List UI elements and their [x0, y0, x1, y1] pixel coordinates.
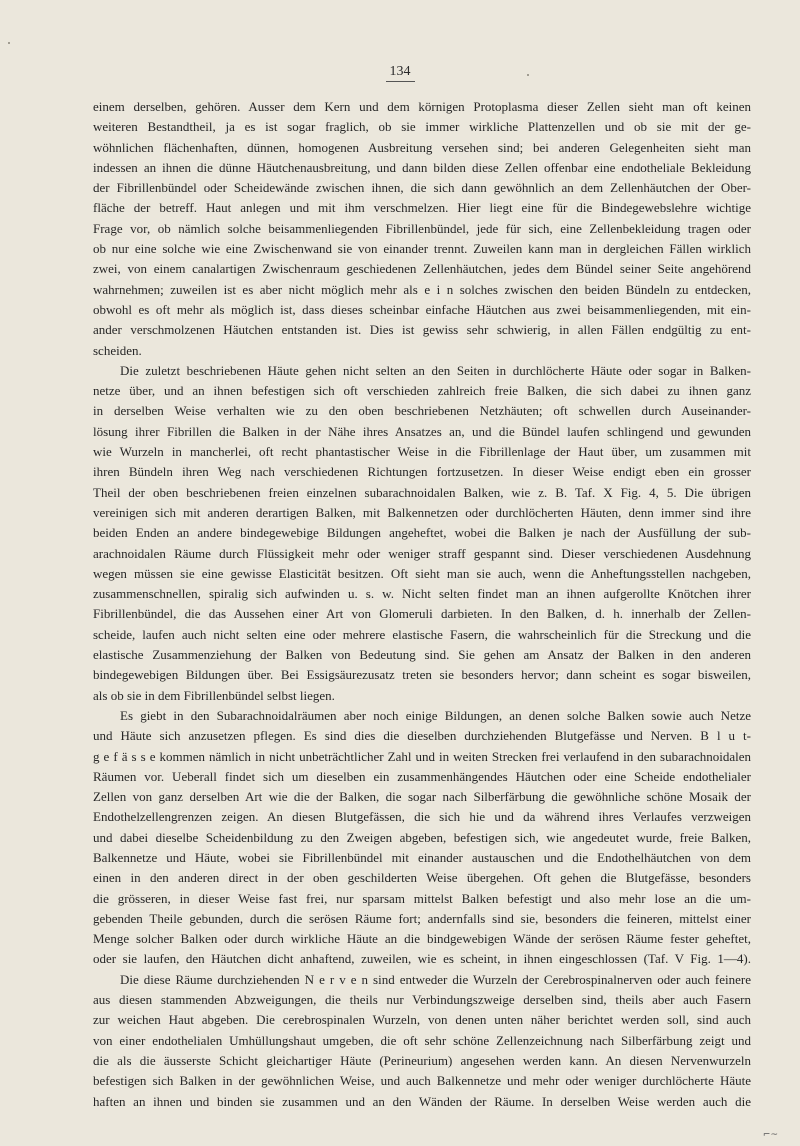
text-line: befestigen sich Balken in der gewöhnlichen Weise, und auch Balkennetze und mehr oder weniger durchlöcherte Häute	[93, 1073, 751, 1089]
text-line: obwohl es oft mehr als möglich ist, dass dieses scheinbar einfache Häutchen aus zwei beisammenliegenden, mit ein-	[93, 301, 751, 317]
text-line: von einer endothelialen Umhüllungshaut umgeben, die oft sehr schöne Zellenzeichnung nach Silberfärbung zeigt und	[93, 1032, 751, 1048]
text-line: weiteren Bestandtheil, ja es ist sogar fraglich, ob sie immer wirkliche Plattenzellen und ob sie mit der ge-	[93, 119, 751, 135]
text-line: zur weichen Haut abgeben. Die cerebrospinalen Wurzeln, von denen unten näher berichtet werden soll, sind auch	[93, 1012, 751, 1028]
text-line: und dabei dieselbe Scheidenbildung zu den Zweigen abgeben, befestigen sich, wie angedeutet wurde, freie Balken,	[93, 829, 751, 845]
text-line: Endothelzellengrenzen zeigen. An diesen Blutgefässen, die sich hie und da während ihres Verlaufes verzweigen	[93, 809, 751, 825]
text-line: wahrnehmen; zuweilen ist es aber nicht möglich mehr als e i n solches zwischen den beiden Bündeln zu entdecken,	[93, 281, 751, 297]
text-line: gebenden Theile gebunden, durch die serösen Räume fort; andernfalls sind sie, besonders die feineren, mittelst einer	[93, 910, 751, 926]
text-line: lösung ihrer Fibrillen die Balken in der Nähe ihres Ansatzes an, und die Bündel laufen schlingend und gewunden	[93, 423, 751, 439]
text-line: ander verschmolzenen Häutchen entstanden ist. Dies ist gewiss sehr schwierig, in allen Fällen endgültig zu ent-	[93, 322, 751, 338]
text-line: Die diese Räume durchziehenden N e r v e n sind entweder die Wurzeln der Cerebrospinalnerven oder auch feinere	[120, 971, 751, 987]
scan-mark: ⌐~	[762, 1130, 778, 1140]
text-line: die grösseren, in dieser Weise fast frei, nur sparsam mittelst Balken befestigt und also mehr lose an die um-	[93, 890, 751, 906]
text-line: wie Wurzeln in mancherlei, oft recht phantastischer Weise in die Fibrillenlage der Haut über, um zusammen mit	[93, 444, 751, 460]
text-line: wegen müssen sie eine gewisse Elasticität besitzen. Oft sieht man sie auch, wenn die Anheftungsstellen nachgeben,	[93, 565, 751, 581]
text-line: oder sie laufen, den Häutchen dicht anhaftend, zuweilen, wie es scheint, in ihnen eingeschlossen (Taf. V Fig. 1—4).	[93, 951, 751, 967]
paper-speck	[8, 42, 10, 44]
text-line: ob nur eine solche wie eine Zwischenwand sie von einander trennt. Zuweilen kann man in dergleichen Fällen wirklich	[93, 241, 751, 257]
text-line: einen in den anderen direct in der oben geschilderten Weise übergehen. Oft gehen die Blutgefässe, besonders	[93, 870, 751, 886]
text-line: beiden Enden an andere bindegewebige Bildungen angeheftet, wobei die Balken je nach der Ausfüllung der sub-	[93, 525, 751, 541]
paper-speck	[527, 74, 529, 76]
text-line: fläche der betreff. Haut anlegen und mit ihm verschmelzen. Hier liegt eine für die Bindegewebslehre wichtige	[93, 200, 751, 216]
page-number-text: 134	[386, 64, 415, 82]
text-line: vereinigen sich mit anderen derartigen Balken, mit Balkennetzen oder durchlöcherten Häuten, denn immer sind ihre	[93, 504, 751, 520]
text-line: die als die äusserste Schicht gleichartiger Häute (Perineurium) angesehen werden kann. An diesen Nervenwurzeln	[93, 1052, 751, 1068]
text-line: Theil der oben beschriebenen freien einzelnen subarachnoidalen Balken, wie z. B. Taf. X Fig. 4, 5. Die übrigen	[93, 484, 751, 500]
text-line: bindegewebigen Bildungen über. Bei Essigsäurezusatz treten sie besonders hervor; dann scheint es sogar bisweilen,	[93, 667, 751, 683]
text-line: Die zuletzt beschriebenen Häute gehen nicht selten an den Seiten in durchlöcherte Häute oder sogar in Balken-	[120, 362, 751, 378]
text-line: Zellen von ganz derselben Art wie die der Balken, die sogar nach Silberfärbung die gewöhnliche schöne Mosaik der	[93, 789, 751, 805]
body-text	[93, 97, 751, 1112]
text-line: elastische Zusammenziehung der Balken von Bedeutung sind. Sie gehen am Ansatz der Balken in den anderen	[93, 647, 751, 663]
text-line: arachnoidalen Räume durch Flüssigkeit mehr oder weniger straff gespannt sind. Dieser verschiedenen Ausdehnung	[93, 545, 751, 561]
text-line: Räumen vor. Ueberall findet sich um dieselben ein zusammenhängendes Häutchen oder eine Scheide endothelialer	[93, 768, 751, 784]
text-line: zwei, von einem canalartigen Zwischenraum geschiedenen Zellenhäutchen, jedes dem Bündel seiner Seite angehörend	[93, 261, 751, 277]
text-line: einem derselben, gehören. Ausser dem Kern und dem körnigen Protoplasma dieser Zellen sieht man oft keinen	[93, 99, 751, 114]
text-line: netze über, und an ihnen befestigen sich oft verschieden zahlreich freie Balken, die sich dabei zu ihnen ganz	[93, 383, 751, 399]
text-line: Balkennetze und Häute, wobei sie Fibrillenbündel mit einander austauschen und die Endothelhäutchen von dem	[93, 849, 751, 865]
text-line: g e f ä s s e kommen nämlich in nicht unbeträchtlicher Zahl und in weiten Strecken frei verlaufend in den subarachnoidalen	[93, 748, 751, 764]
text-line: Fibrillenbündel, die das Aussehen einer Art von Glomeruli darbieten. In den Balken, d. h. innerhalb der Zellen-	[93, 606, 751, 622]
text-line: scheiden.	[93, 342, 142, 358]
text-line: als ob sie in dem Fibrillenbündel selbst liegen.	[93, 687, 335, 703]
text-line: wöhnlichen flächenhaften, dünnen, homogenen Ausbreitung versehen sind; bei anderen Gelegenheiten sieht man	[93, 139, 751, 155]
text-line: Frage vor, ob nämlich solche beisammenliegenden Fibrillenbündel, jede für sich, eine Zellenbekleidung tragen oder	[93, 220, 751, 236]
text-line: der Fibrillenbündel oder Scheidewände zwischen ihnen, die sich dann gewöhnlich an dem Zellenhäutchen der Ober-	[93, 180, 751, 196]
text-line: ihren Bündeln ihren Weg nach verschiedenen Richtungen fortzusetzen. In dieser Weise endigt eben ein grosser	[93, 464, 751, 480]
text-line: scheide, laufen auch nicht selten eine oder mehrere elastische Fasern, die wahrscheinlich für die Streckung und die	[93, 626, 751, 642]
text-line: aus diesen stammenden Abzweigungen, die theils nur Verbindungszweige derselben sind, theils aber auch Fasern	[93, 992, 751, 1008]
text-line: zusammenschnellen, spiralig sich aufwinden u. s. w. Nicht selten findet man an ihnen aufgerollte Knötchen ihrer	[93, 586, 751, 602]
text-line: Menge solcher Balken oder durch wirkliche Häute an die bindgewebigen Wände der serösen Räume fester geheftet,	[93, 931, 751, 947]
text-line: und Häute sich anzusetzen pflegen. Es sind dies die dieselben durchziehenden Blutgefässe und Nerven. B l u t-	[93, 728, 751, 744]
page-number	[0, 64, 800, 82]
text-line: indessen an ihnen die dünne Häutchenausbreitung, und dann bilden diese Zellen offenbar eine endotheliale Bekleidung	[93, 159, 751, 175]
text-line: Es giebt in den Subarachnoidalräumen aber noch einige Bildungen, an denen solche Balken sowie auch Netze	[120, 707, 751, 723]
text-line: haften an ihnen und binden sie zusammen und an den Wänden der Räume. In derselben Weise werden auch die	[93, 1093, 751, 1109]
text-line: in derselben Weise verhalten wie zu den oben beschriebenen Netzhäuten; oft schwellen durch Auseinander-	[93, 403, 751, 419]
